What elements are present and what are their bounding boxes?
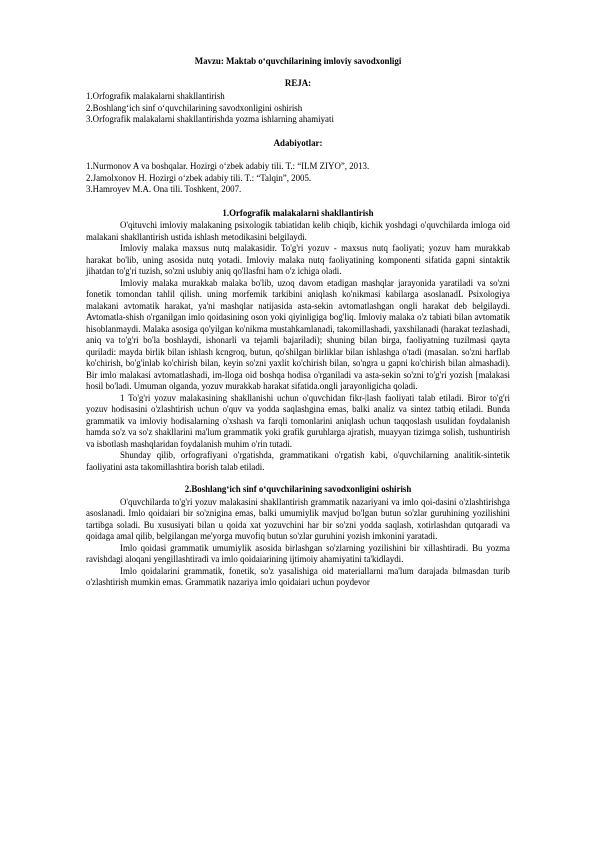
paragraph: 1 To'g'ri yozuv malakasining shakllanishi uchun o'quvchidan fikr-|lash faoliyati talab etiladi. Biror to'g'ri yozuv hodisasini o'zlashtirish uchun o'quv va yodda saqlashgina emas, balki analiz va sintez tatbiq etiladi. Bunda grammatik va imloviy hodisalarning o'xshash va farqli tomonlarini aniqlash uchun taqqoslash usulidan foydalanish hamda so'z va so'z shakllarini ma'lum grammatik yoki grafik guruhlarga ajratish, muayyan tizimga solish, tushuntirish va isbotlash mashqlaridan foydalanish muhim o'rin tutadi.: [86, 392, 510, 449]
section-2-heading: 2.Boshlang‘ich sinf o‘quvchilarining savodxonligini oshirish: [184, 484, 412, 494]
section-1-heading: 1.Orfografik malakalarni shakllantirish: [222, 207, 374, 218]
paragraph: Imlo qoidalarini grammatik, fonetik, so'z yasalishiga oid materiallarni ma'lum darajada bılmasdan turib o'zlashtirish mumkin emas. Grammatik nazariya imlo qoidaiari uchun poydevor: [86, 565, 510, 587]
references-heading: Adabiyotlar:: [273, 137, 323, 148]
paragraph: O'qituvchi imloviy malakaning psixologik tabiatidan kelib chiqib, kichik yoshdagi o'quvchilarda imloga oid malakani shakllantirish ustida ishlash metodikasini belgilaydi.: [86, 220, 510, 242]
reference-item: 1.Nurmonov A va boshqalar. Hozirgi o‘zbek adabiy tili. T.: “ILM ZIYO”, 2013.: [86, 161, 370, 171]
plan-heading: REJA:: [284, 77, 312, 88]
paragraph: Shunday qilib, orfografiyani o'rgatishda, grammatikani o'rgatish kabi, o'quvchilarning analitik-sintetik faoliyatini asta takomillashtira borish talab etiladi.: [86, 450, 510, 472]
paragraph: Imloviy malaka murakkab malaka bo'lib, uzoq davom etadigan mashqlar jarayonida yaratiladi va so'zni fonetik tomondan tahlil qilish. uning morfemik tarkibini aniqlash ko'nikmasi kabilarga asoslanadL Psixologiya malakani avtomatik harakat, ya'ni mashqlar natijasida asta-sekin avtomatlashgan ongli harakat deb belgilaydi. Avtomatla-shish o'rganilgan imlo qoidasining oson yoki qiyinligiga bog'liq. Imloviy malaka o'z tabiati bilan avtomatik hisoblanmaydi. Malaka asosiga qo'yilgan ko'nikma mustahkamlanadi, takomillashadi, yaxshilanadi (harakat tezlashadi, aniq va to'g'ri bo'la boshlaydi, ishonarli va tejamli bajariladi); shuning bilan birga, faoliyatning tuzilmasi qayta quriladi: mayda birlik bilan ishlash kcngroq, butun, qo'shilgan birliklar bilan ishlashga o'tadi (masalan. so'zni harflab ko'chirish, bo'g'inlab ko'chirish bilan, keyin so'zni yaxlit ko'chirish bilan, so'ngra u gapni ko'chirish bilan almashadi). Bir imlo malakasi avtomatlashadi, im-lloga oid boshqa hodisa o'rganiladi va asta-sekin so'zni to'g'ri yozish [malakasi hosil bo'ladi. Umuman olganda, yozuv murakkab harakat sifatida.ongli jarayonligicha qoladi.: [86, 277, 510, 391]
reference-item: 2.Jamolxonov H. Hozirgi o‘zbek adabiy tili. T.: “Talqin”, 2005.: [86, 172, 312, 183]
paragraph: O'quvchilarda to'g'ri yozuv malakasini shakllantirish grammatik nazariyani va imlo qoi-dasini o'zlashtirishga asoslanadi. Imlo qoidaiari bir so'znigina emas, balki umumiylik mavjud bo'lgan butun so'zlar guruhining yozilishini tartibga soladi. Bu xususiyati bilan u qoida xat yozuvchini har bir so'zni yodda saqlash, xotirlashdan qutqaradi va qoidaga amal qilib, belgilangan me'yorga muvofiq butun so'zlar guruhini yozish imkonini yaratadi.: [86, 496, 510, 541]
document-title: Mavzu: Maktab o‘quvchilarining imloviy savodxonligi: [194, 56, 402, 66]
paragraph: Imlo qoidasi grammatik umumiylik asosida birlashgan so'zlarning yozilishini bir xillashtiradi. Bu yozma ravishdagi aloqani yengillashtiradi va imlo qoidaiarining ijtimoiy ahamiyatini ta'kidlaydi.: [86, 542, 510, 564]
paragraph: Imloviy malaka maxsus nutq malakasidir. To'g'ri yozuv - maxsus nutq faoliyati; yozuv ham murakkab harakat bo'lib, uning asosida nutq yotadi. Imloviy malaka nutq faoliyatining komponenti sifatida gapni sintaktik jihatdan to'g'ri tuzish, so'zni uslubiy aniq qo'llasfni ham o'z ichiga oladi.: [86, 243, 510, 276]
plan-item: 3.Orfografik malakalarni shakllantirishda yozma ishlarning ahamiyati: [86, 114, 334, 124]
document-page: [86, 54, 510, 589]
plan-item: 2.Boshlang‘ich sinf o‘quvchilarining savodxonligini oshirish: [86, 102, 303, 113]
plan-item: 1.Orfografik malakalarni shakllantirish: [86, 91, 225, 101]
reference-item: 3.Hamroyev M.A. Ona tili. Toshkent, 2007.: [86, 184, 242, 194]
